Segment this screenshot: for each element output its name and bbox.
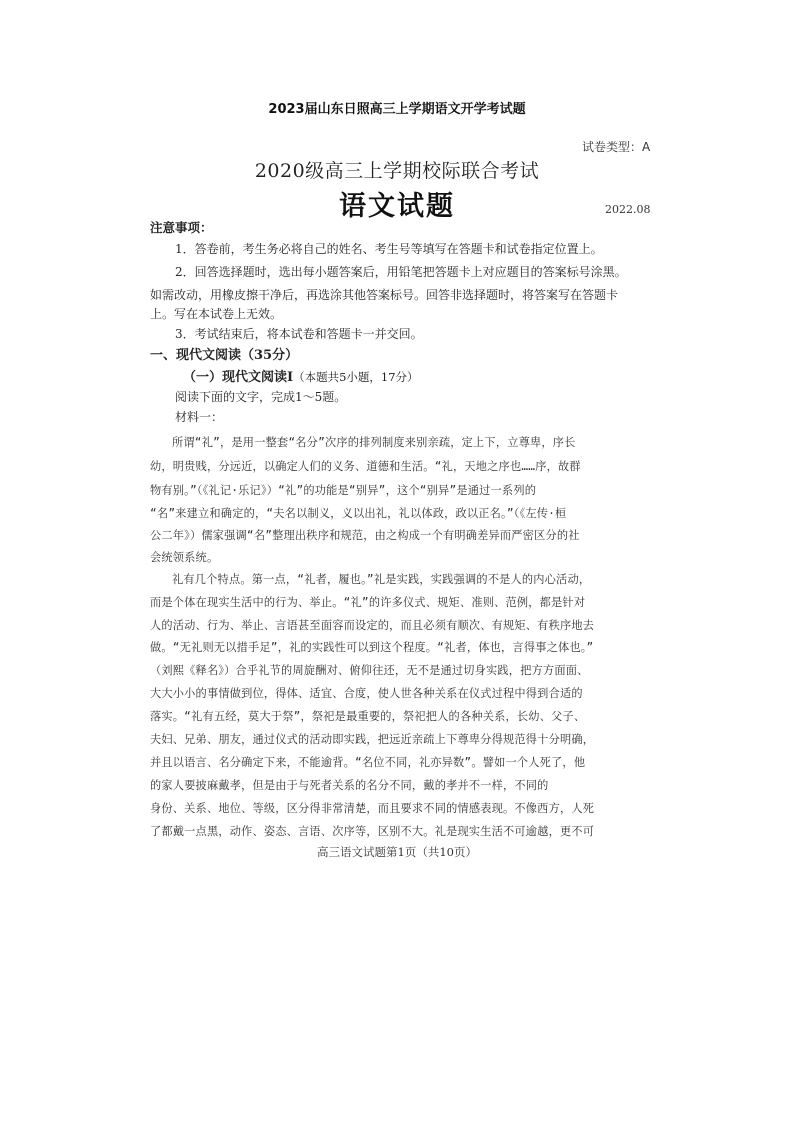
notes-line: 上。写在本试卷上无效。 [150, 307, 283, 321]
document-title: 2023届山东日照高三上学期语文开学考试题 [268, 102, 526, 117]
paragraph-line: 并且以语言、名分确定下来，不能逾背。“名位不同，礼亦异数”。譬如一个人死了，他 [150, 756, 586, 769]
notes-line: 2．回答选择题时，选出每小题答案后，用铅笔把答题卡上对应题目的答案标号涂黑。 [175, 265, 627, 279]
subsection-title: （一）现代文阅读Ⅰ [183, 370, 294, 385]
page-footer: 高三语文试题第1页（共10页） [317, 845, 477, 859]
exam-title: 2020级高三上学期校际联合考试 [254, 160, 540, 182]
section-heading: 一、现代文阅读（35分） [150, 348, 299, 363]
paragraph-line: 礼有几个特点。第一点，“礼者，履也。”礼是实践，实践强调的不是人的内心活动， [172, 573, 591, 586]
paragraph-line: “名”来建立和确定的，“夫名以制义，义以出礼，礼以体政，政以正名。”（《左传·桓 [150, 507, 567, 520]
paragraph-line: 人的活动、行为、举止、言语甚至面容而设定的，而且必须有顺次、有规矩、有秩序地去 [150, 619, 595, 632]
paper-type-label: 试卷类型：A [582, 140, 651, 154]
paragraph-line: 了都戴一点黑，动作、姿态、言语、次序等，区别不大。礼是现实生活不可逾越，更不可 [150, 825, 595, 838]
notes-line: 3．考试结束后，将本试卷和答题卡一并交回。 [175, 327, 423, 341]
paragraph-line: 做。“无礼则无以措手足”，礼的实践性可以到这个程度。“礼者，体也，言得事之体也。” [150, 641, 594, 654]
paragraph-line: 幼，明贵贱，分远近，以确定人们的义务、道德和生活。“礼，天地之序也……序，故群 [150, 460, 581, 473]
subject-title: 语文试题 [339, 191, 455, 222]
subsection-note: （本题共5小题，17分） [293, 370, 419, 384]
notes-line: 如需改动，用橡皮擦干净后，再选涂其他答案标号。回答非选择题时，将答案写在答题卡 [150, 288, 619, 302]
exam-date: 2022.08 [605, 203, 651, 216]
material-label: 材料一： [175, 410, 224, 424]
reading-instruction: 阅读下面的文字，完成1～5题。 [175, 390, 347, 404]
subsection-heading [183, 366, 419, 385]
paragraph-line: 夫妇、兄弟、朋友，通过仪式的活动即实践，把远近亲疏上下尊卑分得规范得十分明确， [150, 733, 595, 746]
paragraph-line: 公二年》）儒家强调“名”整理出秩序和规范，由之构成一个有明确差异而严密区分的社 [150, 529, 580, 542]
paragraph-line: 的家人要披麻戴孝，但是由于与死者关系的名分不同，戴的孝并不一样，不同的 [150, 779, 549, 792]
notes-line: 1．答卷前，考生务必将自己的姓名、考生号等填写在答题卡和试卷指定位置上。 [175, 242, 603, 256]
paragraph-line: 落实。“礼有五经，莫大于祭”，祭祀是最重要的，祭祀把人的各种关系，长幼、父子、 [150, 710, 586, 723]
paragraph-line: 而是个体在现实生活中的行为、举止。“礼”的许多仪式、规矩、准则、范例，都是针对 [150, 596, 586, 609]
paragraph-line: （刘熙《释名》）合乎礼节的周旋酬对、俯仰往还，无不是通过切身实践，把方方面面、 [150, 664, 589, 677]
paragraph-line: 会统领系统。 [150, 551, 219, 564]
paragraph-line: 物有别。”（《礼记·乐记》）“礼”的功能是“别异”，这个“别异”是通过一系列的 [150, 484, 537, 497]
paragraph-line: 大大小小的事情做到位，得体、适宜、合度，使人世各种关系在仪式过程中得到合适的 [150, 687, 583, 700]
paragraph-line: 所谓“礼”，是用一整套“名分”次序的排列制度来别亲疏，定上下，立尊卑，序长 [172, 436, 576, 449]
paragraph-line: 身份、关系、地位、等级，区分得非常清楚，而且要求不同的情感表现。不像西方，人死 [150, 802, 595, 815]
notes-heading: 注意事项： [150, 220, 213, 235]
